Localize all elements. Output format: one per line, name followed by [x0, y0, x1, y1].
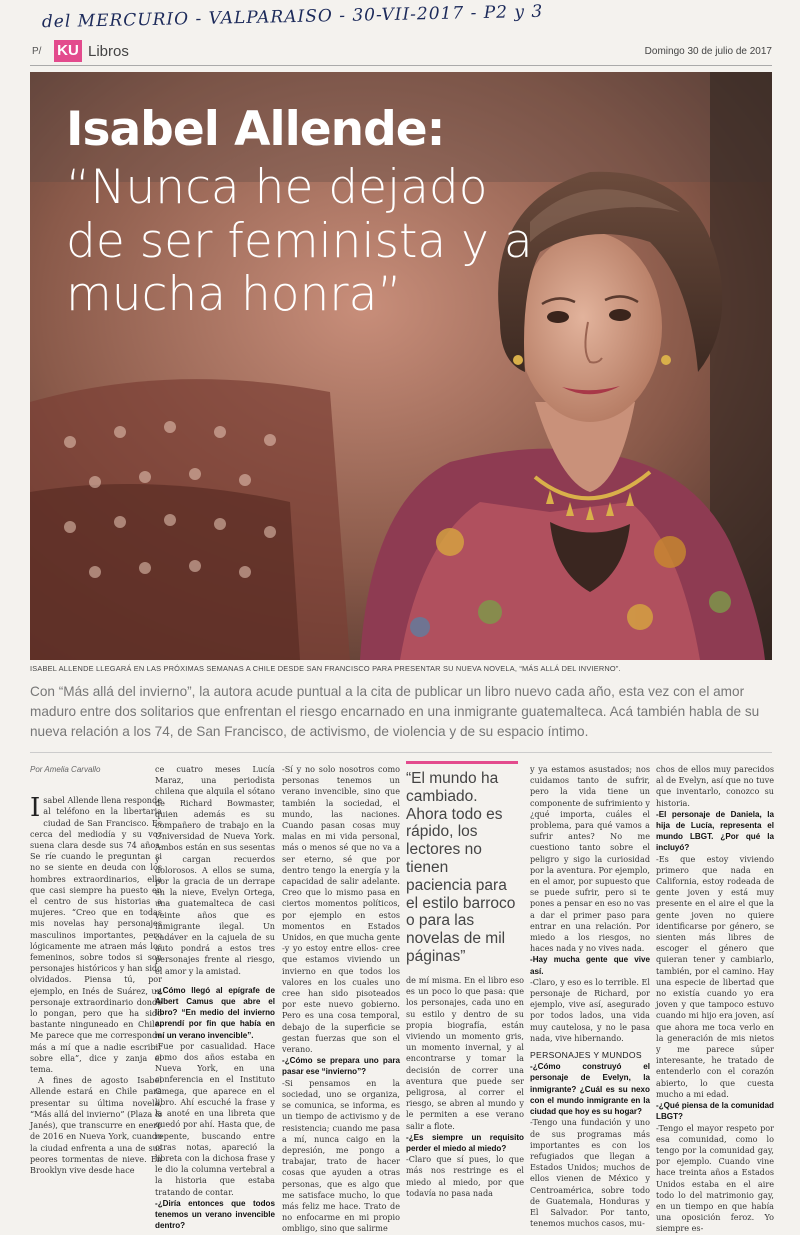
paragraph: A fines de agosto Isabel Allende estará en Chile para presentar su última novela, “Más allá del invierno” (Plaza & Janés), que transcurre en enero de 2016 en Nueva York, cuando la ciudad enfrenta a una de sus peores tormentas de nieve. En Brooklyn vive desde hace [30, 1075, 162, 1175]
page-header [30, 40, 772, 66]
interview-question: -¿Diría entonces que todos tenemos un verano invencible dentro? [155, 1198, 275, 1231]
drop-cap: I [30, 793, 41, 824]
paragraph: -Fue por casualidad. Hace como dos años estaba en Nueva York, en una conferencia en el Instituto Omega, que aparece en el libro. Ahí escuché la frase y la anoté en una libreta que quedó por ahí. Hasta que, de repente, buscando entre otras notas, apareció la libreta con la dichosa frase y le dio la columna vertebral a la historia que estaba tratando de contar. [155, 1040, 275, 1197]
pull-quote: “El mundo ha cambiado. Ahora todo es rápido, los lectores no tienen paciencia para el estilo barroco o para las novelas de mil páginas” [406, 761, 518, 966]
paragraph: -Tengo una fundación y uno de sus programas más importantes es con los refugiados que llegan a Estados Unidos; muchos de ellos vienen de México y Centroamérica, sobre todo de Guatemala, Honduras y El Salvador. Por tanto, tenemos muchos casos, mu- [530, 1117, 650, 1229]
headline-name: Isabel Allende: [66, 102, 445, 157]
paragraph: -Claro, y eso es lo terrible. El personaje de Richard, por ejemplo, vive así, asegurado por todos lados, una vida muy cautelosa, y no le pasa nada, vive hibernando. [530, 976, 650, 1043]
article-column-6 [656, 764, 774, 1234]
lead-paragraph: Con “Más allá del invierno”, la autora acude puntual a la cita de publicar un libro nuevo cada año, esta vez con el amor maduro entre dos solitarios que enfrentan el riesgo encarnado en una inmigrante guatemalteca. Acá también habla de su nueva relación a los 74, de San Francisco, de activismo, de violencia y de su espacio íntimo. [30, 684, 760, 739]
paragraph: de mí misma. En el libro eso es un poco lo que pasa: que los personajes, cada uno en su estilo y dentro de su propia biografía, están viviendo un momento gris, un momento invernal, y al encontrarse y tomar la decisión de correr una aventura que puede ser peligrosa, al correr el riesgo, se abren al mundo y le permiten a ese verano salir a flote. [406, 975, 524, 1131]
paragraph: chos de ellos muy parecidos al de Evelyn, así que no tuve que inventarlo, conozco su historia. [656, 764, 774, 808]
cover-photo [30, 72, 772, 660]
paragraph: -Si pensamos en la sociedad, uno se organiza, se comunica, se informa, es un tiempo de activismo y de resistencia; cuando me pasa a mí, nunca caigo en la depresión, me pongo a trabajar, trato de hacer cosas que ayuden a otras personas, que es algo que me satisface mucho, lo que más feliz me hace. Trato de no enfocarme en mi propio ombligo, sino que salirme [282, 1077, 400, 1234]
paragraph: -Tengo el mayor respeto por esa comunidad, como lo tengo por la comunidad gay, por ejemplo. Cuando vine hace treinta años a Estados Unidos estaba en el aire todo lo del matrimonio gay, en un tiempo en que había una oposición feroz. Yo siempre es- [656, 1122, 774, 1234]
article-column-2 [155, 764, 275, 1231]
page-marker: P/ [32, 46, 42, 57]
article-column-4 [406, 975, 524, 1198]
headline [66, 102, 536, 323]
interview-question: -¿Cómo llegó al epígrafe de Albert Camus que abre el libro? “En medio del invierno aprendí por fin que había en mí un verano invencible”. [155, 985, 275, 1040]
divider [30, 752, 772, 753]
article-column-1 [30, 764, 162, 1175]
interview-question: -¿Cómo construyó el personaje de Evelyn, la inmigrante? ¿Cuál es su nexo con el mundo inmigrante en la ciudad que hoy es su hogar? [530, 1062, 650, 1117]
subheading: PERSONAJES Y MUNDOS [530, 1050, 642, 1061]
photo-caption: ISABEL ALLENDE LLEGARÁ EN LAS PRÓXIMAS SEMANAS A CHILE DESDE SAN FRANCISCO PARA PRESENTAR SU NUEVA NOVELA, “MÁS ALLÁ DEL INVIERNO”. [30, 664, 621, 673]
paragraph: -Sí y no solo nosotros como personas tenemos un verano invencible, sino que también la sociedad, el mundo, las naciones. Cuando pasan cosas muy malas en mi vida personal, más o menos sé que no va a ser eterno, sé que por dentro tengo la energía y la capacidad de salir adelante. Creo que lo mismo pasa en ciertos momentos políticos, por ejemplo en estos momentos en Estados Unidos, en que mucha gente -y yo estoy entre ellos- cree que estamos viviendo un invierno en que todos los valores en los cuales uno cree han sido pisoteados por este nuevo gobierno. Pero es una cosa temporal, debajo de la superficie se gestan fuerzas que son el verano. [282, 764, 400, 1055]
interview-question: -¿Es siempre un requisito perder el miedo al miedo? [406, 1132, 524, 1154]
handwritten-annotation: del MERCURIO - VALPARAISO - 30-VII-2017 - P2 y 3 [41, 1, 544, 33]
paragraph: -Es que estoy viviendo primero que nada en California, estoy rodeada de gente joven y está muy presente en el aire el que la gente joven no quiere identificarse por género, se sienten más libres de escoger el género que quieran tener y cambiarlo, también, por el camino. Hay una especie de libertad que no existía cuando yo era joven y que tampoco estuvo cuando mi hijo era joven, así que ahora me toca verlo en la generación de mis nietos y me parece súper interesante, he tratado de entenderlo con el corazón abierto, lo que cuesta mucho a mi edad. [656, 853, 774, 1099]
paragraph: -Claro que sí pues, lo que más nos restringe es el miedo al miedo, por que todavía no pasa nada [406, 1154, 524, 1198]
interview-question: -¿Cómo se prepara uno para pasar ese “invierno”? [282, 1056, 400, 1077]
issue-date: Domingo 30 de julio de 2017 [644, 46, 772, 57]
section-name: Libros [88, 43, 129, 60]
interview-question: -Hay mucha gente que vive así. [530, 955, 650, 976]
byline: Por Amelia Carvallo [30, 765, 101, 774]
article-column-5 [530, 764, 650, 1229]
interview-question: -¿Qué piensa de la comunidad LBGT? [656, 1101, 774, 1122]
paragraph: sabel Allende llena responde al teléfono en la libertaria ciudad de San Francisco. Es cerca del mediodía y su voz suena clara desde sus 74 años. Se ríe cuando le preguntan si no se siente en deuda con los hombres extraordinarios, ella que casi siempre ha puesto en el centro de sus historias a mujeres. “Creo que en todas mis novelas hay personajes masculinos importantes, pero lógicamente me atraen más los femeninos, sobre todos si son personajes históricos y han sido olvidados. Piensa tú, por ejemplo, en Inés de Suárez, un personaje extraordinario donde lo pongan, pero que ha sido bastante ninguneado en Chile. Me parece que me corresponde más a mí que a nadie escribir sobre ella”, dice y zanja el tema. [30, 795, 162, 1075]
paragraph: ce cuatro meses Lucía Maraz, una periodista chilena que alquila el sótano de Richard Bowmaster, quien además es su compañero de trabajo en la Universidad de Nueva York. Ambos están en sus sesentas y cargan recuerdos dolorosos. A ellos se suma, por la gracia de un derrape en la nieve, Evelyn Ortega, una guatemalteca de casi veinte años que es inmigrante ilegal. Un cadáver en la cajuela de su auto pondrá a estos tres personajes frente al riesgo, el amor y la amistad. [155, 764, 275, 976]
brand-logo: KU [54, 40, 82, 62]
paragraph: y ya estamos asustados; nos cuidamos tanto de sufrir, pero la vida tiene un componente de sufrimiento y ¿qué importa, cuáles el problema, para qué vamos a sufrir antes? No me cuestiono tanto sobre el peligro y sigo la curiosidad por la aventura. Por ejemplo, en el amor, por supuesto que se puede sufrir, pero si te pones a pensar en eso no vas a dar el primer paso para entrar en una relación. Por miedo a los riesgos, no haces nada y no vives nada. [530, 764, 650, 954]
interview-question: -El personaje de Daniela, la hija de Lucía, representa el mundo LBGT. ¿Por qué la incluyó? [656, 809, 774, 853]
article-column-3 [282, 764, 400, 1234]
headline-quote: “Nunca he dejado de ser feminista y a mucha honra” [66, 160, 533, 323]
